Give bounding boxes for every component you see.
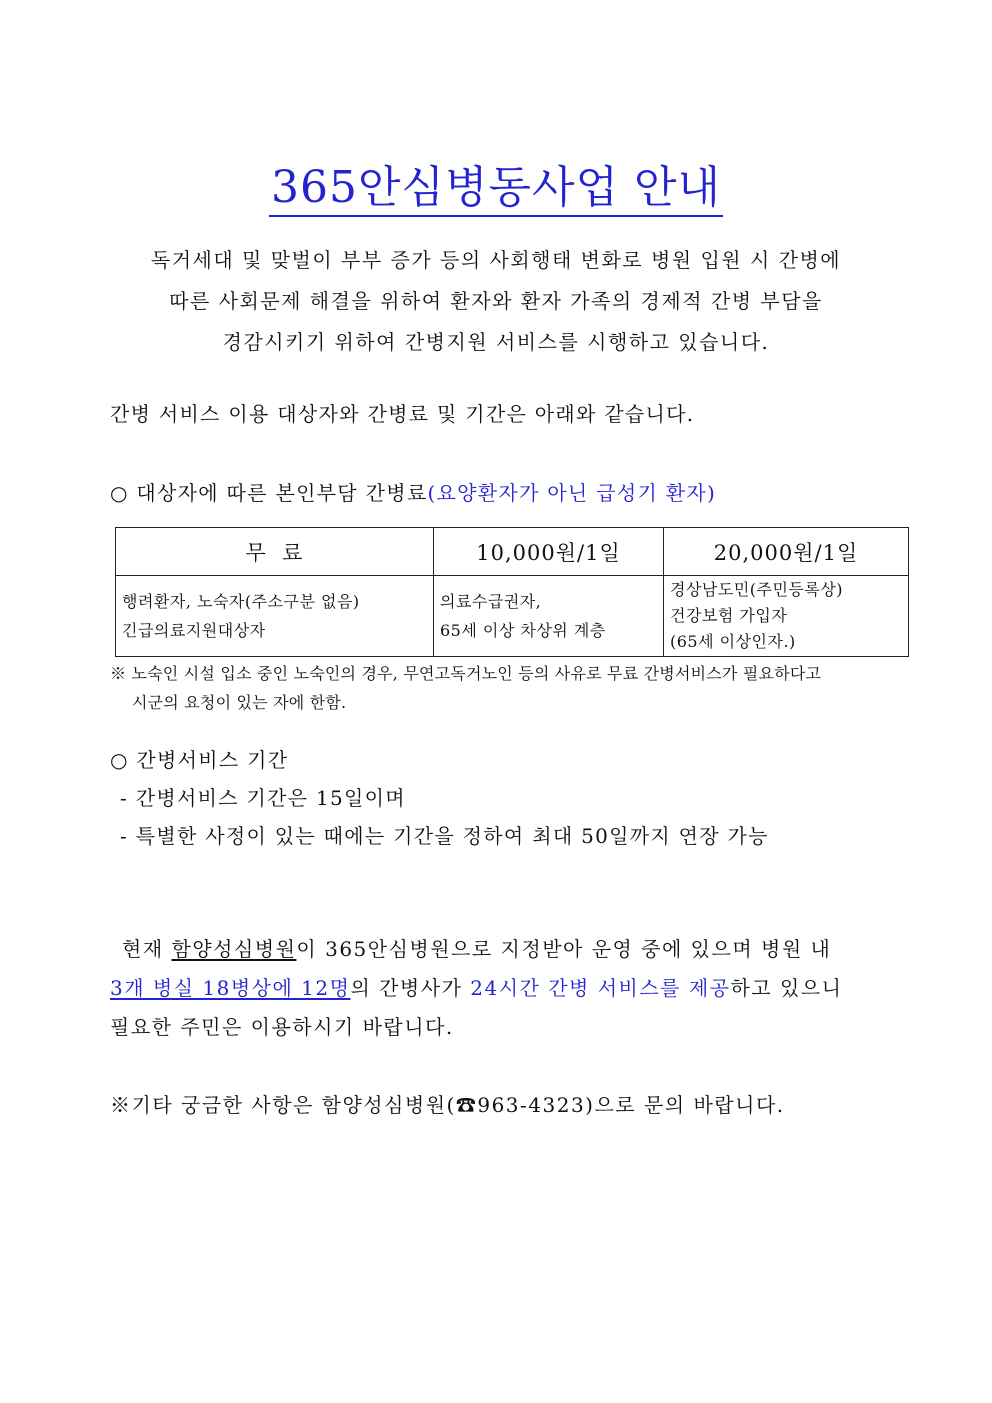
fee-note — [110, 659, 821, 717]
fee-header-20000: 20,000원/1일 — [664, 528, 909, 576]
room-capacity: 3개 병실 18병상에 12명 — [110, 976, 351, 1000]
fee-cell-line: 경상남도민(주민등록상) — [670, 580, 844, 599]
fee-cell-10000 — [434, 576, 664, 657]
fee-note-line: 시군의 요청이 있는 자에 한함. — [132, 693, 347, 712]
current-status-paragraph — [110, 930, 900, 1047]
current-line-2 — [110, 969, 900, 1008]
current-line-1 — [110, 930, 900, 969]
fees-heading-text: ○ 대상자에 따른 본인부담 간병료 — [110, 481, 428, 505]
page-title-text: 365안심병동사업 안내 — [269, 162, 723, 217]
current-text: 의 간병사가 — [350, 976, 471, 1000]
fee-cell-line: 행려환자, 노숙자(주소구분 없음) — [122, 592, 360, 611]
fee-cell-line: 65세 이상 차상위 계층 — [440, 621, 606, 640]
fee-cell-line: 긴급의료지원대상자 — [122, 621, 266, 640]
fee-cell-20000 — [664, 576, 909, 657]
fee-cell-line: (65세 이상인자.) — [670, 632, 796, 651]
fees-heading-note: (요양환자가 아닌 급성기 환자) — [427, 481, 717, 505]
fee-table-header-row — [116, 528, 909, 576]
hospital-name: 함양성심병원 — [171, 937, 297, 961]
fee-cell-line: 건강보험 가입자 — [670, 606, 788, 625]
intro-line: 독거세대 및 맞벌이 부부 증가 등의 사회행태 변화로 병원 입원 시 간병에 — [150, 248, 842, 272]
intro-line: 경감시키기 위하여 간병지원 서비스를 시행하고 있습니다. — [222, 330, 770, 354]
period-heading: ○ 간병서비스 기간 — [110, 748, 289, 772]
service-highlight: 24시간 간병 서비스를 제공 — [470, 976, 731, 1000]
fee-header-10000: 10,000원/1일 — [434, 528, 664, 576]
fees-heading — [110, 479, 716, 507]
fee-cell-line: 의료수급권자, — [440, 592, 542, 611]
page-title — [0, 158, 992, 218]
fee-table-body-row — [116, 576, 909, 657]
current-text: 이 365안심병원으로 지정받아 운영 중에 있으며 병원 내 — [296, 937, 832, 961]
fee-table — [115, 527, 909, 657]
intro-line: 따른 사회문제 해결을 위하여 환자와 환자 가족의 경제적 간병 부담을 — [169, 289, 823, 313]
intro-paragraph — [100, 240, 892, 363]
period-item: - 특별한 사정이 있는 때에는 기간을 정하여 최대 50일까지 연장 가능 — [120, 824, 769, 848]
current-text: 하고 있으니 — [730, 976, 843, 1000]
fee-header-free: 무 료 — [116, 528, 434, 576]
fee-cell-free — [116, 576, 434, 657]
fee-note-line: ※ 노숙인 시설 입소 중인 노숙인의 경우, 무연고독거노인 등의 사유로 무료 간병서비스가 필요하다고 — [110, 664, 822, 683]
contact-line: ※기타 궁금한 사항은 함양성심병원(☎963-4323)으로 문의 바랍니다. — [110, 1093, 785, 1117]
summary-line: 간병 서비스 이용 대상자와 간병료 및 기간은 아래와 같습니다. — [110, 402, 695, 426]
current-text: 현재 — [122, 937, 172, 961]
period-item: - 간병서비스 기간은 15일이며 — [120, 786, 406, 810]
current-line-3: 필요한 주민은 이용하시기 바랍니다. — [110, 1015, 454, 1039]
